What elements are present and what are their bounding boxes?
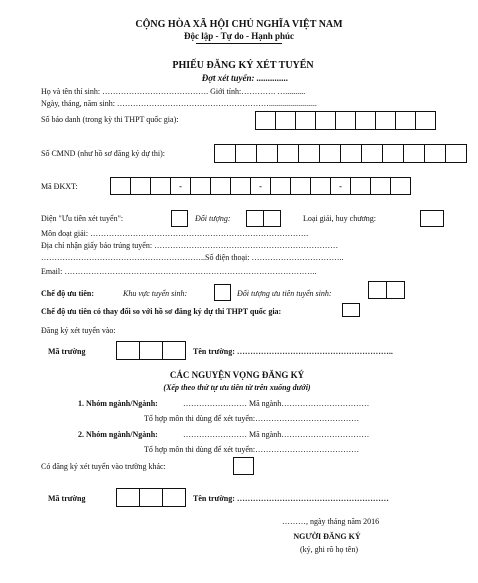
dkxt-code-label: Mã ĐKXT: [41, 182, 78, 191]
digit-box[interactable] [139, 341, 163, 360]
digit-box[interactable] [256, 144, 278, 163]
wishes-subtitle: (Xếp theo thứ tự ưu tiên từ trên xuống dưới) [163, 383, 311, 392]
digit-box[interactable] [295, 111, 316, 130]
other-school-checkbox[interactable] [233, 457, 254, 475]
digit-box[interactable] [162, 488, 186, 507]
school-name-field[interactable]: Tên trường: ………………………………………………….. [193, 347, 393, 356]
priority-label: Diện "Ưu tiên xét tuyển": [41, 214, 124, 223]
digit-box[interactable] [116, 341, 140, 360]
change-checkbox[interactable] [342, 303, 360, 317]
region-box[interactable] [214, 284, 231, 301]
school-name-field-2[interactable]: Tên trường: ………………………………………………… [193, 494, 389, 503]
digit-box[interactable] [424, 144, 446, 163]
digit-box[interactable] [139, 488, 163, 507]
digit-box[interactable] [210, 177, 231, 195]
digit-box[interactable] [340, 144, 362, 163]
wishes-title: CÁC NGUYỆN VỌNG ĐĂNG KÝ [169, 370, 305, 380]
digit-box[interactable] [246, 210, 264, 227]
digit-box[interactable] [150, 177, 171, 195]
signature-note: (ký, ghi rõ họ tên) [300, 545, 358, 554]
digit-box[interactable] [350, 177, 371, 195]
digit-box[interactable] [335, 111, 356, 130]
group2-label: 2. Nhóm ngành/Ngành: [78, 430, 158, 439]
digit-box[interactable] [277, 144, 299, 163]
school-code-label-2: Mã trường [48, 494, 86, 503]
digit-box[interactable] [290, 177, 311, 195]
exam-id-label: Số báo danh (trong kỳ thi THPT quốc gia): [41, 115, 179, 124]
priority-checkbox[interactable] [171, 210, 188, 227]
school-code-label: Mã trường [48, 347, 86, 356]
digit-box[interactable] [298, 144, 320, 163]
other-school-label: Có đăng ký xét tuyển vào trường khác: [41, 462, 166, 471]
address-field[interactable]: Địa chỉ nhận giấy báo trúng tuyển: …………………………………………………………… [41, 241, 339, 250]
phone-field[interactable]: ……………………………………………………..Số điện thoại: …………………………….. [41, 253, 344, 262]
digit-box[interactable] [382, 144, 404, 163]
digit-box[interactable] [395, 111, 416, 130]
separator-box [170, 177, 191, 195]
dash-separator: - [259, 181, 262, 191]
round-field: Đợt xét tuyển: .............. [201, 73, 289, 83]
dash-separator: - [339, 181, 342, 191]
school-code-boxes-2[interactable] [116, 488, 185, 507]
digit-box[interactable] [230, 177, 251, 195]
motto: Độc lập - Tự do - Hạnh phúc [183, 31, 295, 41]
form-title: PHIẾU ĐĂNG KÝ XÉT TUYỂN [172, 60, 314, 71]
dash-separator: - [179, 181, 182, 191]
exam-id-boxes[interactable] [255, 111, 435, 130]
subject-label: Đối tượng: [195, 214, 231, 223]
signature-date[interactable]: ………, ngày tháng năm 2016 [282, 517, 380, 526]
digit-box[interactable] [368, 281, 387, 299]
region-label: Khu vực tuyển sinh: [123, 289, 188, 298]
digit-box[interactable] [275, 111, 296, 130]
change-label: Chế độ ưu tiên có thay đổi so với hồ sơ đăng ký dự thi THPT quốc gia: [41, 307, 282, 316]
motto-underline [196, 43, 282, 44]
award-subject-field[interactable]: Môn đoạt giải: ………………………………………………………………………. [41, 229, 309, 238]
separator-box [330, 177, 351, 195]
digit-box[interactable] [255, 111, 276, 130]
dob-field[interactable]: Ngày, tháng, năm sinh: …………………………………………………........................ [41, 99, 317, 108]
id-card-boxes[interactable] [214, 144, 466, 163]
award-box[interactable] [420, 210, 444, 227]
school-code-boxes[interactable] [116, 341, 185, 360]
policy-subject-label: Đối tượng ưu tiên tuyển sinh: [237, 289, 332, 298]
combo1-field[interactable]: Tổ hợp môn thi dùng để xét tuyển:………………………………… [144, 414, 360, 423]
subject-boxes[interactable] [246, 210, 280, 227]
dkxt-code-boxes[interactable] [110, 177, 410, 195]
full-name-field[interactable]: Họ và tên thí sinh: …………………………………. Giới tính:…………. ….......... [41, 87, 306, 96]
digit-box[interactable] [445, 144, 467, 163]
group1-label: 1. Nhóm ngành/Ngành: [78, 399, 158, 408]
policy-subject-boxes[interactable] [368, 281, 404, 299]
email-field[interactable]: Email: ………………………………………………………………………………….. [41, 267, 317, 276]
digit-box[interactable] [355, 111, 376, 130]
digit-box[interactable] [415, 111, 436, 130]
digit-box[interactable] [263, 210, 281, 227]
digit-box[interactable] [315, 111, 336, 130]
digit-box[interactable] [270, 177, 291, 195]
policy-label: Chế độ ưu tiên: [41, 289, 95, 298]
register-label: Đăng ký xét tuyển vào: [41, 326, 116, 335]
combo2-field[interactable]: Tổ hợp môn thi dùng để xét tuyển:………………………………… [144, 445, 360, 454]
digit-box[interactable] [403, 144, 425, 163]
digit-box[interactable] [319, 144, 341, 163]
award-label: Loại giải, huy chương: [303, 214, 376, 223]
digit-box[interactable] [361, 144, 383, 163]
separator-box [250, 177, 271, 195]
digit-box[interactable] [375, 111, 396, 130]
digit-box[interactable] [116, 488, 140, 507]
digit-box[interactable] [386, 281, 405, 299]
digit-box[interactable] [110, 177, 131, 195]
digit-box[interactable] [390, 177, 411, 195]
group2-field[interactable]: …………………… Mã ngành…………………………… [183, 430, 370, 439]
id-card-label: Số CMND (như hồ sơ đăng ký dự thi): [41, 149, 166, 158]
digit-box[interactable] [130, 177, 151, 195]
digit-box[interactable] [162, 341, 186, 360]
republic-header: CỘNG HÒA XÃ HỘI CHỦ NGHĨA VIỆT NAM [135, 19, 343, 30]
signer-label: NGƯỜI ĐĂNG KÝ [293, 532, 361, 541]
digit-box[interactable] [310, 177, 331, 195]
digit-box[interactable] [214, 144, 236, 163]
digit-box[interactable] [370, 177, 391, 195]
group1-field[interactable]: …………………… Mã ngành…………………………… [183, 399, 370, 408]
digit-box[interactable] [190, 177, 211, 195]
digit-box[interactable] [235, 144, 257, 163]
